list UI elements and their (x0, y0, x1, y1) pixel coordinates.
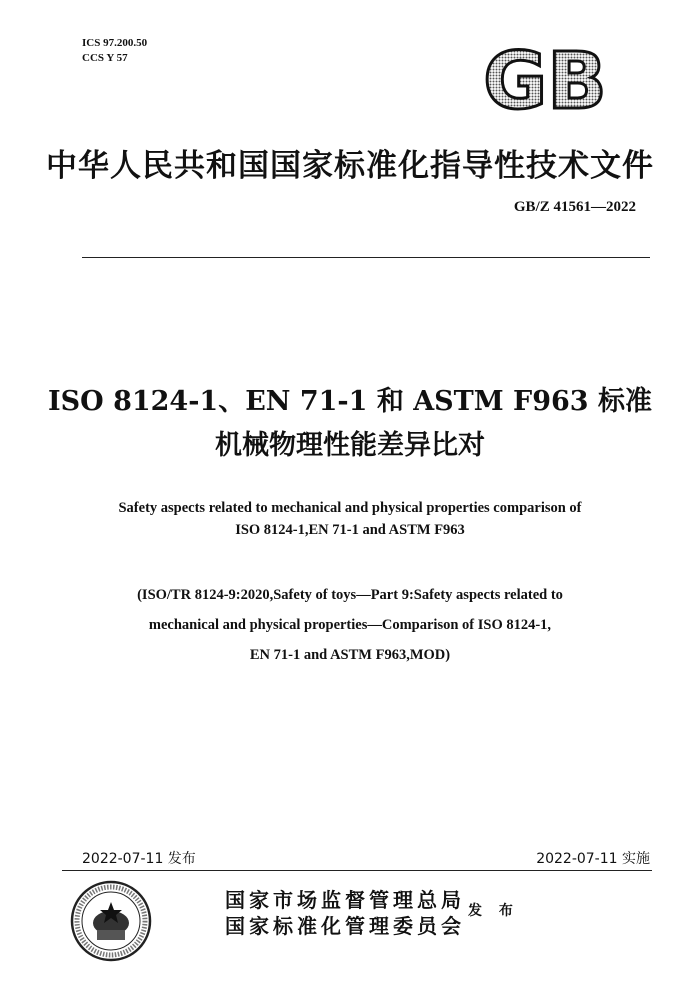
official-seal-icon (70, 880, 152, 962)
iso-reference-line-1: (ISO/TR 8124-9:2020,Safety of toys—Part 9:Safety aspects related to (137, 587, 563, 603)
issuer-samr: 国家市场监督管理总局 (225, 888, 465, 912)
classification-codes (82, 36, 147, 66)
issuer-sac: 国家标准化管理委员会 (225, 914, 465, 938)
gb-logo-text: GB (483, 44, 607, 116)
ics-code: ICS 97.200.50 (82, 37, 148, 49)
implementation-date: 2022-07-11 实施 (536, 851, 650, 867)
gb-logo (474, 44, 616, 116)
standard-number: GB/Z 41561—2022 (513, 199, 636, 215)
document-type: 中华人民共和国国家标准化指导性技术文件 (46, 148, 654, 184)
issue-date: 2022-07-11 发布 (82, 851, 196, 867)
header-divider (82, 257, 650, 258)
chinese-title (0, 380, 700, 468)
issuing-organizations (225, 887, 465, 939)
iso-reference-line-2: mechanical and physical properties—Comparison of ISO 8124-1, (148, 617, 552, 633)
publish-label: 发 布 (468, 903, 519, 919)
ccs-code: CCS Y 57 (82, 52, 128, 64)
iso-reference (0, 580, 700, 670)
english-title-line-2: ISO 8124-1,EN 71-1 and ASTM F963 (235, 522, 465, 538)
chinese-title-line-1: ISO 8124-1、EN 71-1 和 ASTM F963 标准 (48, 386, 652, 417)
english-title (0, 497, 700, 541)
iso-reference-line-3: EN 71-1 and ASTM F963,MOD) (249, 647, 451, 663)
footer-divider (62, 870, 652, 871)
chinese-title-line-2: 机械物理性能差异比对 (215, 430, 485, 461)
english-title-line-1: Safety aspects related to mechanical and physical properties comparison of (118, 500, 582, 516)
